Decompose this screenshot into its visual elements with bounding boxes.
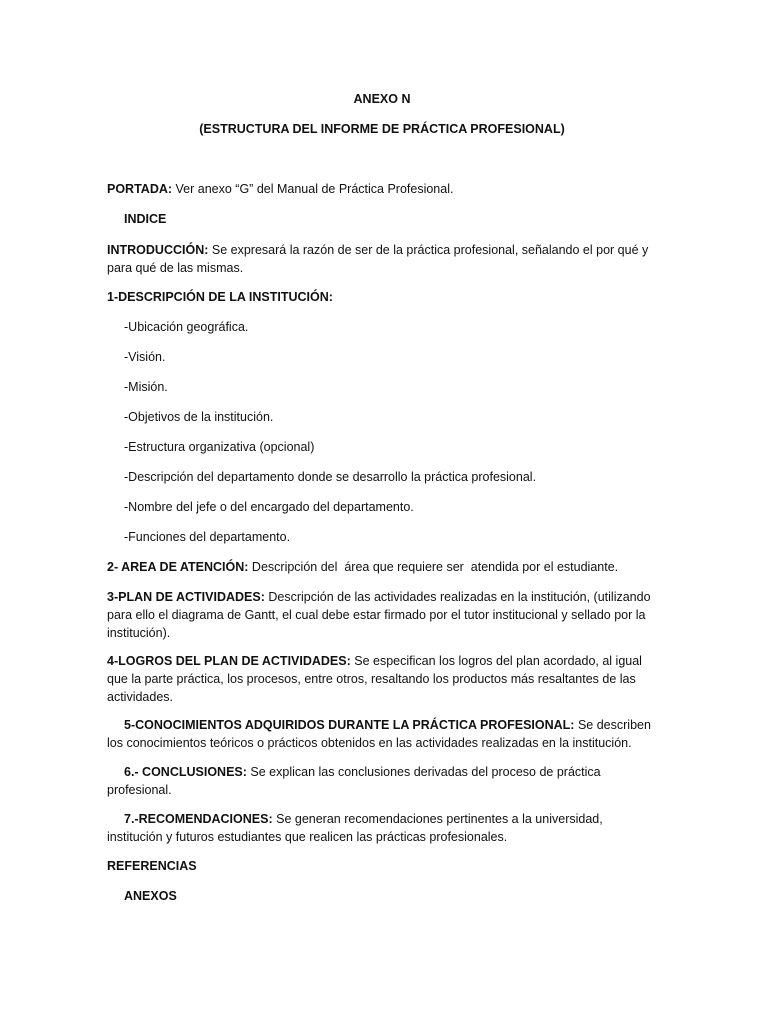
list-item xyxy=(107,529,290,547)
section-text: Se describen xyxy=(577,718,651,732)
section-text: Descripción del área que requiere ser atendida por el estudiante. xyxy=(251,560,619,574)
list-item xyxy=(107,439,314,457)
section-text: profesional. xyxy=(107,782,172,797)
section-label: 6.- CONCLUSIONES: xyxy=(124,765,247,779)
section-text: Se generan recomendaciones pertinentes a la universidad, xyxy=(276,812,603,826)
list-item-text: -Funciones del departamento. xyxy=(124,530,291,544)
section-label: INDICE xyxy=(124,212,167,226)
section-text: Se explican las conclusiones derivadas del proceso de práctica xyxy=(250,765,601,779)
section-text: Descripción de las actividades realizadas en la institución, (utilizando xyxy=(268,590,651,604)
section-area xyxy=(107,559,618,577)
section-label: REFERENCIAS xyxy=(107,859,197,873)
section-text: que la parte práctica, los procesos, entre otros, resaltando los productos más resaltantes de las xyxy=(107,671,636,686)
list-item xyxy=(107,409,273,427)
section-label: 1-DESCRIPCIÓN DE LA INSTITUCIÓN: xyxy=(107,290,333,304)
list-item-text: -Nombre del jefe o del encargado del departamento. xyxy=(124,500,414,514)
list-item-text: -Misión. xyxy=(124,380,168,394)
section-label: 3-PLAN DE ACTIVIDADES: xyxy=(107,590,265,604)
page-subtitle: (ESTRUCTURA DEL INFORME DE PRÁCTICA PROFESIONAL) xyxy=(199,122,565,136)
section-label: 7.-RECOMENDACIONES: xyxy=(124,812,273,826)
section-text: Se especifican los logros del plan acordado, al igual xyxy=(354,654,642,668)
section-text: actividades. xyxy=(107,689,174,704)
list-item-text: -Estructura organizativa (opcional) xyxy=(124,440,315,454)
section-label: 5-CONOCIMIENTOS ADQUIRIDOS DURANTE LA PRÁCTICA PROFESIONAL: xyxy=(124,718,575,732)
section-text: para ello el diagrama de Gantt, el cual debe estar firmado por el tutor institucional y sellado por la xyxy=(107,607,646,622)
list-item xyxy=(107,469,536,487)
section-referencias xyxy=(107,858,197,876)
list-item-text: -Descripción del departamento donde se desarrollo la práctica profesional. xyxy=(124,470,537,484)
section-anexos xyxy=(107,888,177,906)
section-text: los conocimientos teóricos o prácticos obtenidos en las actividades realizadas en la institución. xyxy=(107,735,632,750)
list-item xyxy=(107,379,168,397)
section-descripcion xyxy=(107,289,333,307)
page-title: ANEXO N xyxy=(353,92,411,106)
section-introduccion xyxy=(107,242,648,278)
section-label: ANEXOS xyxy=(124,889,177,903)
section-indice xyxy=(107,211,166,229)
section-text: Ver anexo “G” del Manual de Práctica Profesional. xyxy=(175,182,454,196)
list-item-text: -Visión. xyxy=(124,350,166,364)
section-plan xyxy=(107,589,651,642)
section-recomendaciones xyxy=(107,811,603,847)
section-label: 4-LOGROS DEL PLAN DE ACTIVIDADES: xyxy=(107,654,351,668)
list-item xyxy=(107,499,414,517)
section-text: institución). xyxy=(107,625,171,640)
list-item-text: -Ubicación geográfica. xyxy=(124,320,249,334)
section-portada xyxy=(107,181,453,199)
section-label: 2- AREA DE ATENCIÓN: xyxy=(107,560,249,574)
section-conocimientos xyxy=(107,717,651,753)
section-label: INTRODUCCIÓN: xyxy=(107,243,209,257)
section-text: institución y futuros estudiantes que realicen las prácticas profesionales. xyxy=(107,829,508,844)
section-logros xyxy=(107,653,642,706)
section-conclusiones xyxy=(107,764,601,800)
section-label: PORTADA: xyxy=(107,182,173,196)
list-item xyxy=(107,349,165,367)
list-item-text: -Objetivos de la institución. xyxy=(124,410,274,424)
section-text: para qué de las mismas. xyxy=(107,260,244,275)
list-item xyxy=(107,319,248,337)
section-text: Se expresará la razón de ser de la práctica profesional, señalando el por qué y xyxy=(211,243,649,257)
